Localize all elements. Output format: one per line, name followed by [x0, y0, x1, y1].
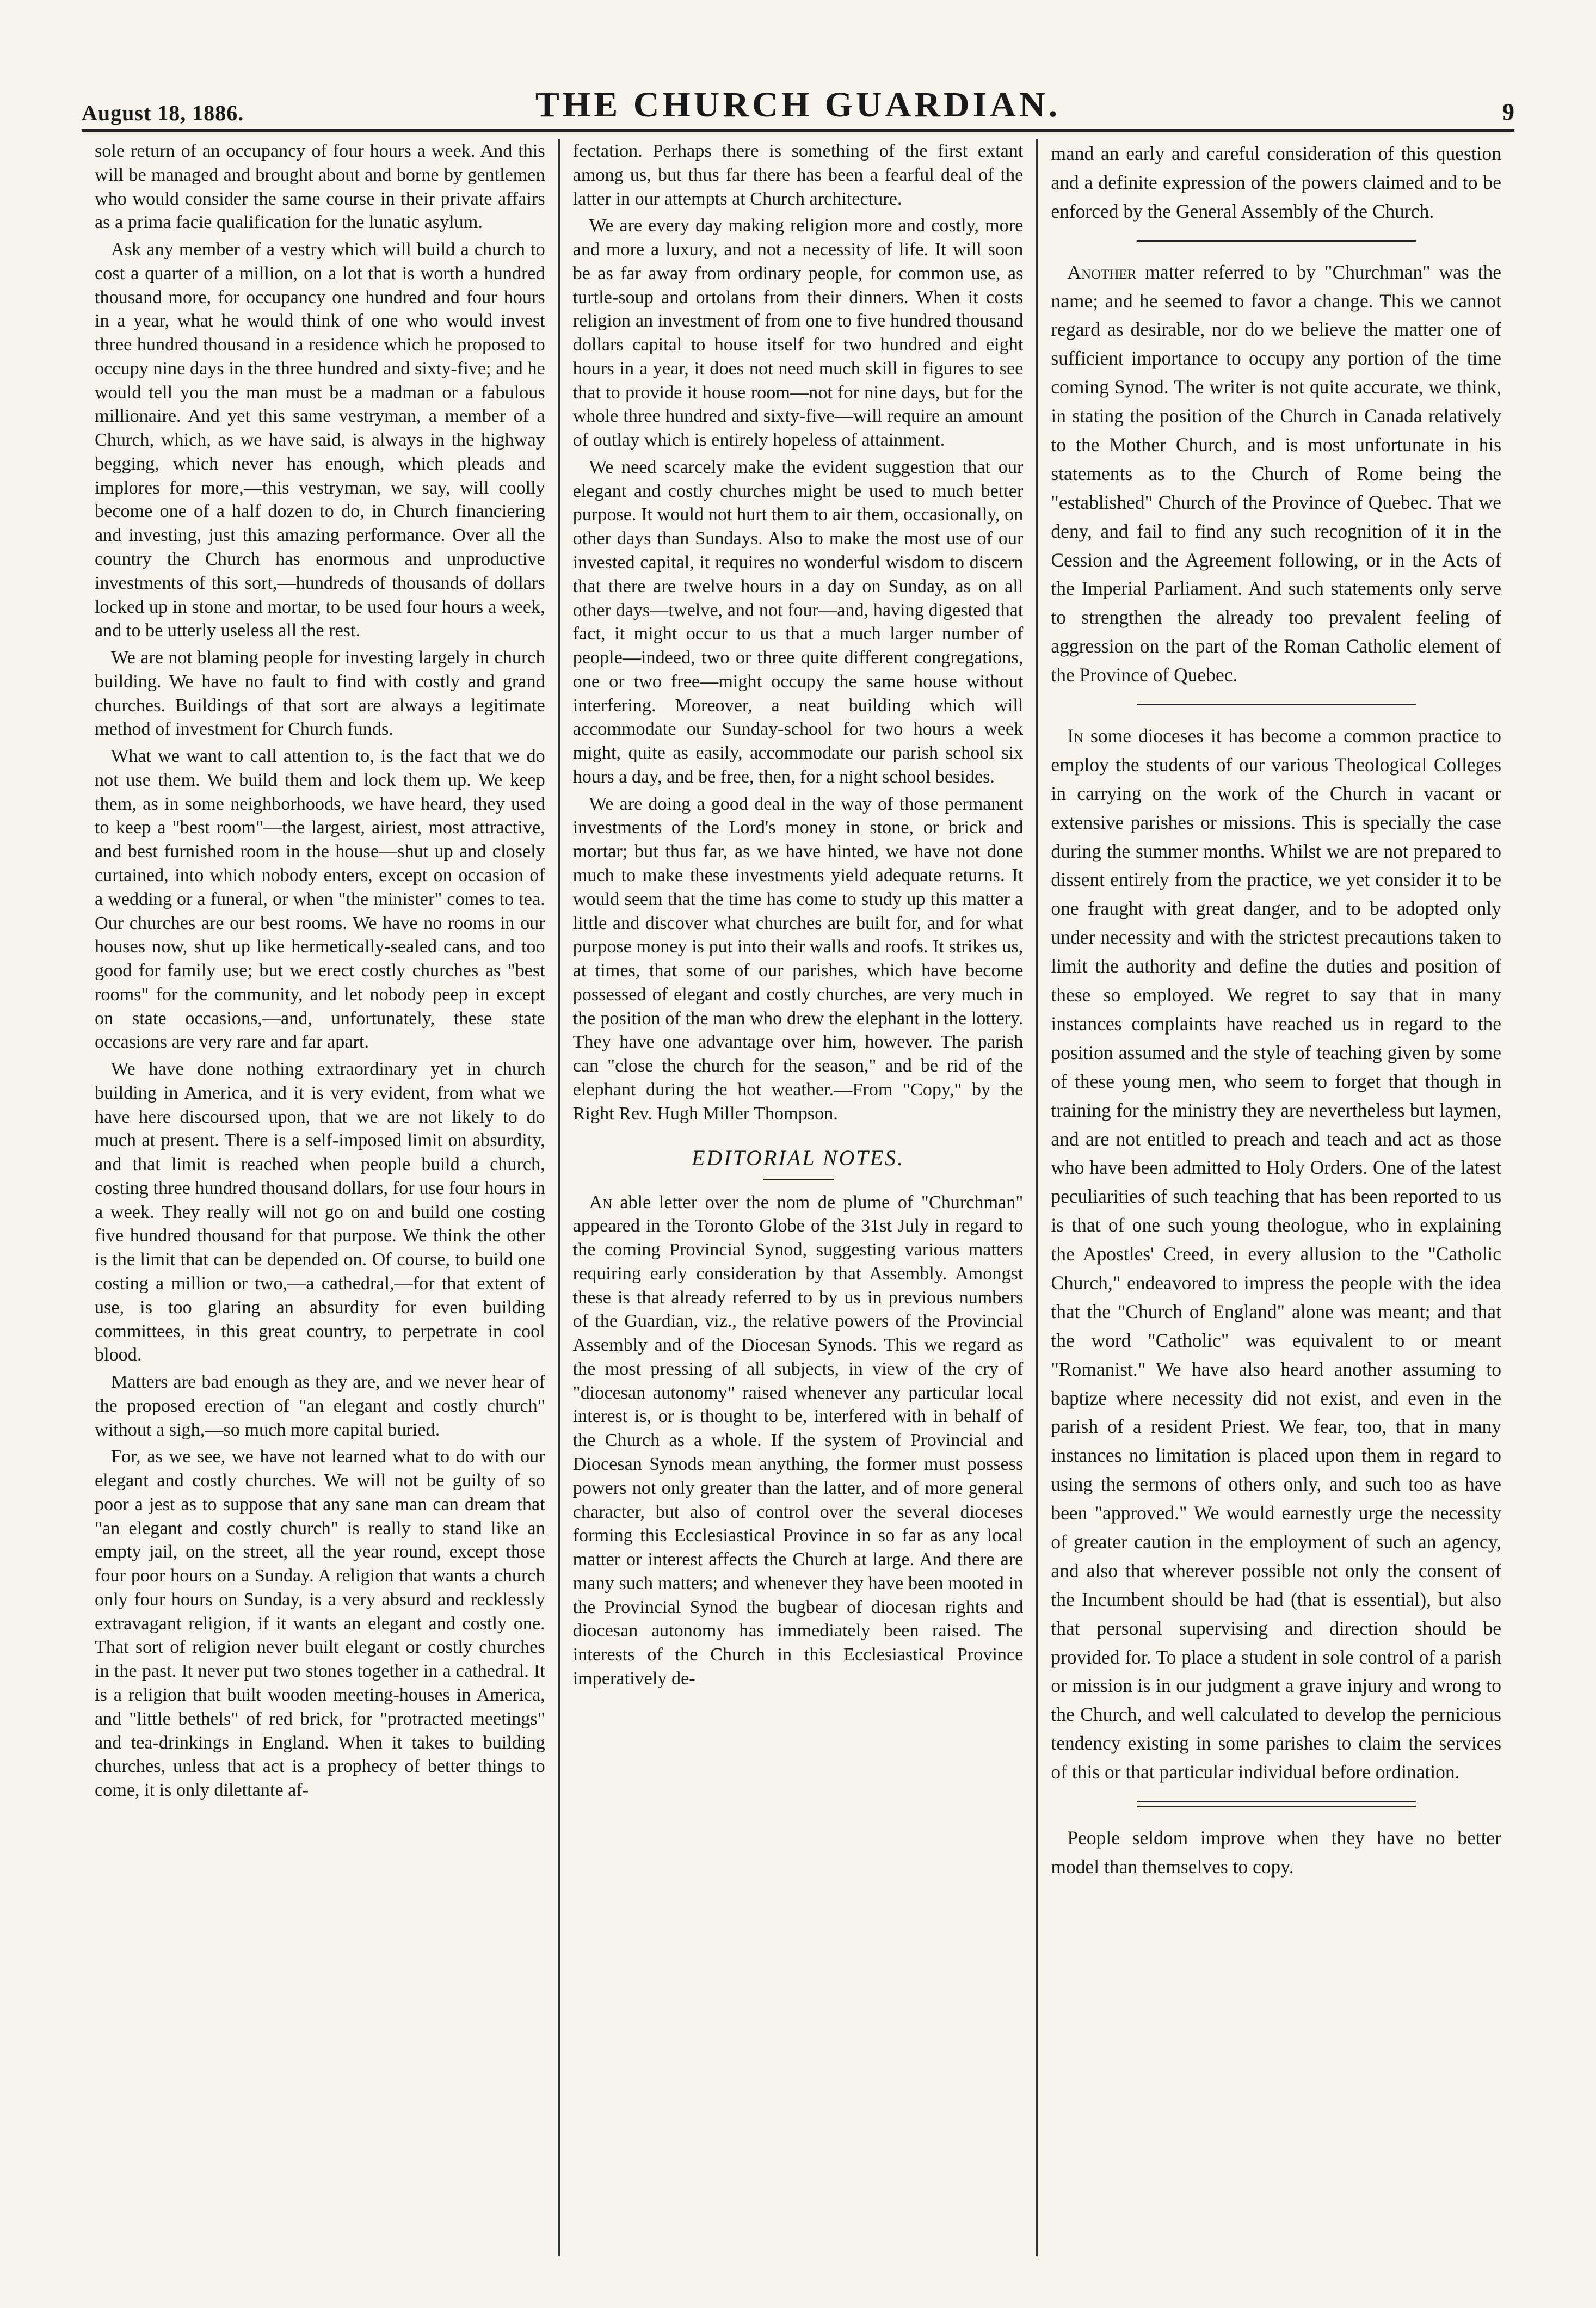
paragraph: Matters are bad enough as they are, and we never hear of the proposed erection of "an elegant and costly church" without a sigh,—so much more capital buried. — [95, 1372, 545, 1440]
divider — [1137, 240, 1416, 242]
double-divider — [1137, 1801, 1416, 1807]
issue-date: August 18, 1886. — [82, 101, 244, 125]
paragraph-text: able letter over the nom de plume of "Churchman" appeared in the Toronto Globe of the 31st July in regard to the coming Provincial Synod, suggesting various matters requiring early consideration by that Assembly. Amongst these is that already referred to by us in previous numbers of the Guardian, viz., the relative powers of the Provincial Assembly and of the Diocesan Synods. This we regard as the most pressing of all subjects, in view of the cry of "diocesan autonomy" raised whenever any particular local interest is, or is thought to be, interfered with in behalf of the Church as a whole. If the system of Provincial and Diocesan Synods mean anything, the former must possess powers not only greater than the latter, and of more general character, but also of control over the several dioceses forming this Ecclesiastical Province in so far as any local matter or interest affects the Church at large. And there are many such matters; and whenever they have been mooted in the Provincial Synod the bugbear of diocesan rights and diocesan autonomy has immediately been raised. The interests of the Church in this Ecclesiastical Province imperatively de- — [572, 1192, 1024, 1689]
column-3 — [1036, 139, 1514, 2256]
paragraph: We are every day making religion more and costly, more and more a luxury, and not a necessity of life. It will soon be as far away from ordinary people, for common use, as turtle-soup and ortolans from their dinners. When it costs religion an investment of from one to five hundred thousand dollars capital to house itself for two hundred and eight hours in a year, it does not need much skill in figures to see that to provide it house room—not for nine days, but for the whole three hundred and sixty-five—will require an amount of outlay which is entirely hopeless of attainment. — [572, 216, 1024, 451]
lead-word: Another — [1067, 261, 1137, 283]
paragraph — [1051, 258, 1501, 690]
paragraph: We need scarcely make the evident suggestion that our elegant and costly churches might be used to much better purpose. It would not hurt them to air them, occasionally, on other days than Sundays. Also to make the most use of our invested capital, it requires no wonderful wisdom to discern that there are twelve hours in a day on Sunday, as on all other days—twelve, and not four—and, having digested that fact, it might occur to us that a much larger number of people—indeed, two or three quite different congregations, one or two free—might occupy the same house without interfering. Moreover, a neat building which will accommodate our Sunday-school for two hours a week might, quite as easily, accommodate our parish school six hours a day, and be free, then, for a night school besides. — [572, 457, 1024, 787]
article-columns — [82, 139, 1514, 2256]
newspaper-title: THE CHURCH GUARDIAN. — [535, 85, 1061, 125]
paragraph — [573, 1191, 1024, 1691]
editorial-notes-heading: EDITORIAL NOTES. — [692, 1146, 905, 1171]
paragraph — [1051, 722, 1501, 1787]
lead-word: In — [1067, 725, 1084, 747]
paragraph: We have done nothing extraordinary yet in church building in America, and it is very evident, from what we have here discoursed upon, that we are not likely to do much at present. There is a self-imposed limit on absurdity, and that limit is reached when people build a church, costing three hundred thousand dollars, for use four hours in a week. They really will not go on and build one costing five hundred thousand for that purpose. We think the other is the limit that can be depended on. Of course, to build one costing a million or two,—a cathedral,—for that extent of use, is too glaring an absurdity for even building committees, in this great country, to perpetrate in cool blood. — [95, 1059, 545, 1365]
paragraph: What we want to call attention to, is the fact that we do not use them. We build them and lock them up. We keep them, as in some neighborhoods, we have heard, they used to keep a "best room"—the largest, airiest, most attractive, and best furnished room in the house—shut up and closely curtained, into which nobody enters, except on occasion of a wedding or a funeral, or when "the minister" comes to tea. Our churches are our best rooms. We have no rooms in our houses now, shut up like hermetically-sealed cans, and too good for family use; but we erect costly churches as "best rooms" for the community, and let nobody peep in except on state occasions,—and, unfortunately, these state occasions are very rare and far apart. — [95, 746, 545, 1053]
divider — [1137, 704, 1416, 705]
paragraph: sole return of an occupancy of four hours a week. And this will be managed and brought about and borne by gentlemen who would consider the same course in their private affairs as a prima facie qualification for the lunatic asylum. — [95, 141, 545, 233]
paragraph: mand an early and careful consideration of this question and a definite expression of the powers claimed and to be enforced by the General Assembly of the Church. — [1051, 143, 1502, 222]
paragraph: People seldom improve when they have no better model than themselves to copy. — [1051, 1826, 1502, 1878]
paragraph-text: some dioceses it has become a common practice to employ the students of our various Theological Colleges in carrying on the work of the Church in vacant or extensive parishes or missions. This is specially the case during the summer months. Whilst we are not prepared to dissent entirely from the practice, we yet consider it to be one fraught with great danger, and to be adopted only under necessity and with the strictest precautions taken to limit the authority and define the duties and position of these so employed. We regret to say that in many instances complaints have reached us in regard to the position assumed and the style of teaching given by some of these young men, who seem to forget that though in training for the ministry they are nevertheless but laymen, and are not entitled to preach and teach and act as those who have been admitted to Holy Orders. One of the latest peculiarities of such teaching that has been reported to us is that of one such young theologue, who in explaining the Apostles' Creed, in every allusion to the "Catholic Church," endeavored to impress the people with the idea that the "Church of England" alone was meant; and that the word "Catholic" was equivalent to or meant "Romanist." We have also heard another assuming to baptize where necessity did not exist, and even in the parish of a resident Priest. We fear, too, that in many instances no limitation is placed upon them in regard to using the sermons of others only, and such too as have been "approved." We would earnestly urge the necessity of greater caution in the employment of such an agency, and also that wherever possible not only the consent of the Incumbent should be had (that is essential), but also that personal supervising and direction should be provided for. To place a student in sole control of a parish or mission is in our judgment a grave injury and wrong to the Church, and well calculated to develop the pernicious tendency existing in some parishes to claim the services of this or that particular individual before ordination. — [1051, 725, 1502, 1783]
paragraph: For, as we see, we have not learned what to do with our elegant and costly churches. We will not be guilty of so poor a jest as to suppose that any sane man can dream that "an elegant and costly church" is really to stand like an empty jail, on the street, all the year round, except those four poor hours on a Sunday. A religion that wants a church only four hours on Sunday, is a very absurd and recklessly extravagant religion, if it wants an elegant and costly one. That sort of religion never built elegant or costly churches in the past. It never put two stones together in a cathedral. It is a religion that built wooden meeting-houses in America, and "little bethels" of red brick, for "protracted meetings" and tea-drinkings in England. When it takes to building churches, unless that act is a prophecy of better things to come, it is only dilettante af- — [95, 1447, 545, 1801]
column-1 — [82, 139, 558, 2256]
column-2 — [558, 139, 1037, 2256]
paragraph: Ask any member of a vestry which will build a church to cost a quarter of a million, on a lot that is worth a hundred thousand more, for occupancy one hundred and four hours in a year, what he would think of one who would invest three hundred thousand in a residence which he proposed to occupy nine days in the three hundred and sixty-five; and he would tell you the man must be a madman or a fabulous millionaire. And yet this same vestryman, a member of a Church, which, as we have said, is always in the highway begging, which never has enough, which pleads and implores for more,—this vestryman, we say, will coolly become one of a half dozen to do, in Church financiering and investing, just this amazing performance. Over all the country the Church has enormous and unproductive investments of this sort,—hundreds of thousands of dollars locked up in stone and mortar, to be used four hours a week, and to be utterly useless all the rest. — [95, 239, 545, 641]
page-header — [82, 82, 1514, 132]
lead-word: An — [589, 1192, 612, 1213]
page-number: 9 — [1502, 99, 1514, 125]
divider — [763, 1179, 834, 1180]
paragraph: We are doing a good deal in the way of those permanent investments of the Lord's money in stone, or brick and mortar; but thus far, as we have hinted, we have not done much to make these investments yield adequate returns. It would seem that the time has come to study up this matter a little and discover what churches are built for, and for what purpose money is put into their walls and roofs. It strikes us, at times, that some of our parishes, which have become possessed of elegant and costly churches, are very much in the position of the man who drew the elephant in the lottery. They have one advantage over him, however. The parish can "close the church for the season," and be rid of the elephant during the hot weather.—From "Copy," by the Right Rev. Hugh Miller Thompson. — [572, 793, 1024, 1124]
paragraph-text: matter referred to by "Churchman" was the name; and he seemed to favor a change. This we cannot regard as desirable, nor do we believe the matter one of sufficient importance to occupy any portion of the time coming Synod. The writer is not quite accurate, we think, in stating the position of the Church in Canada relatively to the Mother Church, and is most unfortunate in his statements as to the Church of Rome being the "established" Church of the Province of Quebec. That we deny, and fail to find any such recognition of it in the Cession and the Agreement following, or in the Acts of the Imperial Parliament. And such statements only serve to strengthen the already too prevalent feeling of aggression on the part of the Roman Catholic element of the Province of Quebec. — [1051, 261, 1502, 686]
paragraph: We are not blaming people for investing largely in church building. We have no fault to find with costly and grand churches. Buildings of that sort are always a legitimate method of investment for Church funds. — [95, 648, 545, 740]
paragraph: fectation. Perhaps there is something of the first extant among us, but thus far there has been a fearful deal of the latter in our attempts at Church architecture. — [572, 141, 1024, 209]
